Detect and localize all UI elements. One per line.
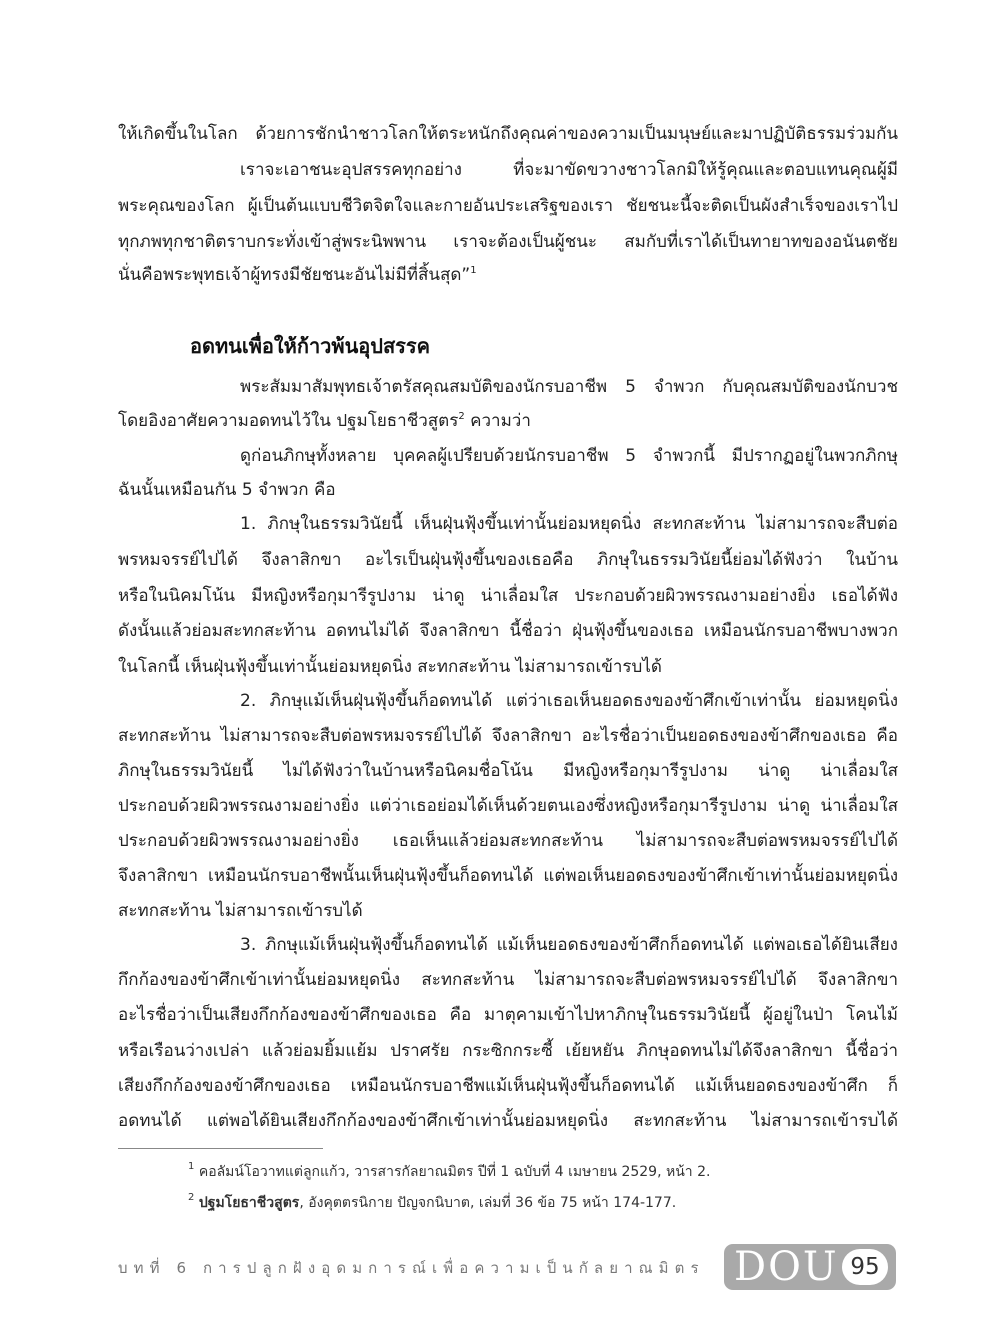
body-line: พรหมจรรย์ไปได้ จึงลาสิกขา อะไรเป็นฝุ่นฟุ้งขึ้นของเธอคือ ภิกษุในธรรมวินัยนี้ย่อมได้ฟังว่า ในบ้าน [118, 550, 898, 570]
body-line: กึกก้องของข้าศึกเข้าเท่านั้นย่อมหยุดนิ่ง สะทกสะท้าน ไม่สามารถจะสืบต่อพรหมจรรย์ไปได้ จึงลาสิกขา [118, 970, 898, 990]
footnote-number: 1 [188, 1161, 195, 1172]
paragraph-line: พระคุณของโลก ผู้เป็นต้นแบบชีวิตจิตใจและกายอันประเสริฐของเรา ชัยชนะนี้จะติดเป็นผังสำเร็จของเราไป [118, 196, 898, 216]
dou-logo: DOU [734, 1244, 839, 1290]
page-number: 95 [842, 1249, 888, 1285]
paragraph-line: ให้เกิดขึ้นในโลก ด้วยการชักนำชาวโลกให้ตระหนักถึงคุณค่าของความเป็นมนุษย์และมาปฏิบัติธรรมร่วมกัน [118, 124, 898, 144]
footnote-ref-2: 2 [458, 411, 465, 422]
body-line: ภิกษุในธรรมวินัยนี้ ไม่ได้ฟังว่าในบ้านหรือนิคมชื่อโน้น มีหญิงหรือกุมารีรูปงาม น่าดู น่าเลื่อมใส [118, 761, 898, 781]
footnote-2 [188, 1194, 676, 1212]
body-line: 2. ภิกษุแม้เห็นฝุ่นฟุ้งขึ้นก็อดทนได้ แต่ว่าเธอเห็นยอดธงของข้าศึกเข้าเท่านั้น ย่อมหยุดนิ่ง [240, 691, 898, 711]
body-line: สะทกสะท้าน ไม่สามารถเข้ารบได้ [118, 901, 363, 921]
body-line: ดังนั้นแล้วย่อมสะทกสะท้าน อดทนไม่ได้ จึงลาสิกขา นี้ชื่อว่า ฝุ่นฟุ้งขึ้นของเธอ เหมือนนักรบอาชีพบางพวก [118, 621, 898, 641]
page-badge [724, 1244, 896, 1290]
footnote-number: 2 [188, 1192, 195, 1203]
footnote-divider [118, 1148, 323, 1149]
section-heading: อดทนเพื่อให้ก้าวพ้นอุปสรรค [190, 334, 431, 358]
chapter-footer: บทที่ 6 การปลูกฝังอุดมการณ์เพื่อความเป็นกัลยาณมิตร [118, 1259, 705, 1277]
body-line: ประกอบด้วยผิวพรรณงามอย่างยิ่ง แต่ว่าเธอย่อมได้เห็นด้วยตนเองซึ่งหญิงหรือกุมารีรูปงาม น่าดู น่าเลื่อมใส [118, 796, 898, 816]
footnote-1 [188, 1163, 710, 1181]
body-line: อะไรชื่อว่าเป็นเสียงกึกก้องของข้าศึกของเธอ คือ มาตุคามเข้าไปหาภิกษุในธรรมวินัยนี้ ผู้อยู่ในป่า โคนไม้ [118, 1005, 898, 1025]
paragraph-line: เราจะเอาชนะอุปสรรคทุกอย่าง ที่จะมาขัดขวางชาวโลกมิให้รู้คุณและตอบแทนคุณผู้มี [240, 160, 898, 180]
body-line: ประกอบด้วยผิวพรรณงามอย่างยิ่ง เธอเห็นแล้วย่อมสะทกสะท้าน ไม่สามารถจะสืบต่อพรหมจรรย์ไปได้ [118, 831, 898, 851]
body-line: หรือเรือนว่างเปล่า แล้วย่อมยิ้มแย้ม ปราศรัย กระซิกกระซี้ เย้ยหยัน ภิกษุอดทนไม่ได้จึงลาสิกขา นี้ชื่อว่า [118, 1041, 898, 1061]
intro-line: ดูก่อนภิกษุทั้งหลาย บุคคลผู้เปรียบด้วยนักรบอาชีพ 5 จำพวกนี้ มีปรากฏอยู่ในพวกภิกษุ [240, 446, 898, 466]
body-line: ในโลกนี้ เห็นฝุ่นฟุ้งขึ้นเท่านั้นย่อมหยุดนิ่ง สะทกสะท้าน ไม่สามารถเข้ารบได้ [118, 657, 662, 677]
intro-line-tail: ความว่า [464, 411, 531, 431]
footnote-ref-1: 1 [470, 265, 477, 276]
body-line: จึงลาสิกขา เหมือนนักรบอาชีพนั้นเห็นฝุ่นฟุ้งขึ้นก็อดทนได้ แต่พอเห็นยอดธงของข้าศึกเข้าเท่านั้นย่อมหยุดนิ่ง [118, 866, 898, 886]
body-line: หรือในนิคมโน้น มีหญิงหรือกุมารีรูปงาม น่าดู น่าเลื่อมใส ประกอบด้วยผิวพรรณงามอย่างยิ่ง เธอได้ฟัง [118, 586, 898, 606]
intro-line [118, 410, 898, 432]
intro-line: พระสัมมาสัมพุทธเจ้าตรัสคุณสมบัติของนักรบอาชีพ 5 จำพวก กับคุณสมบัติของนักบวช [240, 377, 898, 397]
paragraph-line [118, 264, 898, 286]
body-line: 3. ภิกษุแม้เห็นฝุ่นฟุ้งขึ้นก็อดทนได้ แม้เห็นยอดธงของข้าศึกก็อดทนได้ แต่พอเธอได้ยินเสียง [240, 935, 898, 955]
paragraph-line: ทุกภพทุกชาติตราบกระทั่งเข้าสู่พระนิพพาน เราจะต้องเป็นผู้ชนะ สมกับที่เราได้เป็นทายาทของอนันตชัย [118, 232, 898, 252]
body-line: สะทกสะท้าน ไม่สามารถจะสืบต่อพรหมจรรย์ไปได้ จึงลาสิกขา อะไรชื่อว่าเป็นยอดธงของข้าศึกของเธอ คือ [118, 726, 898, 746]
footnote-text: คอลัมน์โอวาทแต่ลูกแก้ว, วารสารกัลยาณมิตร ปีที่ 1 ฉบับที่ 4 เมษายน 2529, หน้า 2. [198, 1164, 711, 1180]
footnote-title: ปฐมโยธาชีวสูตร [198, 1195, 300, 1211]
body-line: 1. ภิกษุในธรรมวินัยนี้ เห็นฝุ่นฟุ้งขึ้นเท่านั้นย่อมหยุดนิ่ง สะทกสะท้าน ไม่สามารถจะสืบต่อ [240, 514, 898, 534]
intro-line: ฉันนั้นเหมือนกัน 5 จำพวก คือ [118, 480, 336, 500]
body-line: อดทนได้ แต่พอได้ยินเสียงกึกก้องของข้าศึกเข้าเท่านั้นย่อมหยุดนิ่ง สะทกสะท้าน ไม่สามารถเข้ารบได้ [118, 1111, 898, 1131]
footnote-text: , อังคุตตรนิกาย ปัญจกนิบาต, เล่มที่ 36 ข้อ 75 หน้า 174-177. [299, 1195, 677, 1211]
body-line: เสียงกึกก้องของข้าศึกของเธอ เหมือนนักรบอาชีพแม้เห็นฝุ่นฟุ้งขึ้นก็อดทนได้ แม้เห็นยอดธงของข้าศึก ก็ [118, 1076, 898, 1096]
paragraph-line-text: นั่นคือพระพุทธเจ้าผู้ทรงมีชัยชนะอันไม่มีที่สิ้นสุด” [118, 265, 471, 285]
intro-line-text: โดยอิงอาศัยความอดทนไว้ใน ปฐมโยธาชีวสูตร [118, 411, 459, 431]
